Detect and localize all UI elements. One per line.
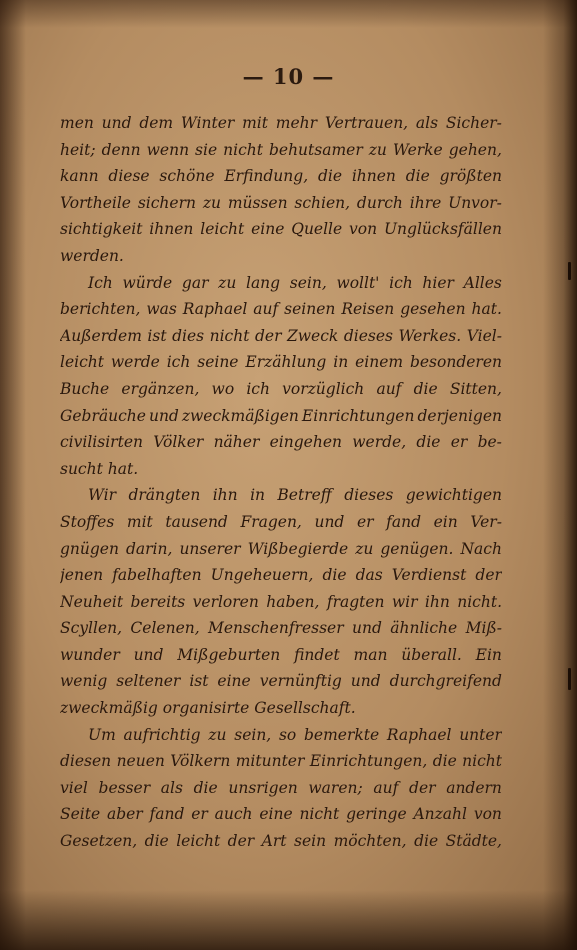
text-line: kann diese schöne Erfindung, die ihnen die größten [60, 167, 502, 186]
text-line: Seite aber fand er auch eine nicht geringe Anzahl von [60, 805, 502, 824]
paragraph [60, 110, 502, 270]
text-line: zweckmäßig organisirte Gesellschaft. [60, 699, 356, 718]
text-line: Gebräuche und zweckmäßigen Einrichtungen derjenigen [60, 406, 502, 425]
page-shadow-bottom [0, 890, 577, 950]
text-line: sucht hat. [60, 459, 139, 478]
text-line: men und dem Winter mit mehr Vertrauen, als Sicher- [60, 114, 502, 132]
text-line: civilisirten Völker näher eingehen werde, die er be- [60, 433, 502, 452]
body-text [60, 110, 502, 855]
text-line: Gesetzen, die leicht der Art sein möchten, die Städte, [60, 832, 502, 851]
text-line: Buche ergänzen, wo ich vorzüglich auf die Sitten, [60, 379, 502, 398]
page-shadow-left [0, 0, 26, 950]
text-line: heit; denn wenn sie nicht behutsamer zu Werke gehen, [60, 140, 502, 159]
text-line: Vortheile sichern zu müssen schien, durch ihre Unvor- [60, 193, 502, 212]
page-shadow-right [543, 0, 577, 950]
text-line: Wir drängten ihn in Betreff dieses gewichtigen [88, 486, 502, 505]
text-line: Um aufrichtig zu sein, so bemerkte Raphael unter [88, 725, 502, 744]
page-shadow-top [0, 0, 577, 28]
text-line: Ich würde gar zu lang sein, wollt' ich hier Alles [88, 273, 502, 292]
paragraph [60, 722, 502, 855]
text-line: wenig seltener ist eine vernünftig und durchgreifend [60, 672, 502, 691]
text-line: diesen neuen Völkern mitunter Einrichtungen, die nicht [60, 752, 502, 771]
text-line: wunder und Mißgeburten findet man überall. Ein [60, 645, 502, 664]
text-line: werden. [60, 246, 124, 265]
text-line: berichten, was Raphael auf seinen Reisen gesehen hat. [60, 300, 502, 319]
text-line: viel besser als die unsrigen waren; auf der andern [60, 778, 502, 797]
paragraph [60, 270, 502, 483]
text-line: leicht werde ich seine Erzählung in einem besonderen [60, 353, 502, 372]
text-line: Neuheit bereits verloren haben, fragten wir ihn nicht. [60, 592, 502, 611]
page-edge-mark [568, 262, 571, 280]
text-line: sichtigkeit ihnen leicht eine Quelle von Unglücksfällen [60, 220, 502, 239]
text-line: Außerdem ist dies nicht der Zweck dieses Werkes. Viel- [60, 326, 502, 345]
paragraph [60, 482, 502, 721]
page-number: — 10 — [242, 64, 335, 89]
page-edge-mark [568, 668, 571, 690]
text-line: Scyllen, Celenen, Menschenfresser und ähnliche Miß- [60, 619, 502, 638]
text-line: jenen fabelhaften Ungeheuern, die das Verdienst der [60, 566, 502, 585]
text-line: Stoffes mit tausend Fragen, und er fand ein Ver- [60, 512, 502, 531]
text-line: gnügen darin, unserer Wißbegierde zu genügen. Nach [60, 539, 502, 558]
